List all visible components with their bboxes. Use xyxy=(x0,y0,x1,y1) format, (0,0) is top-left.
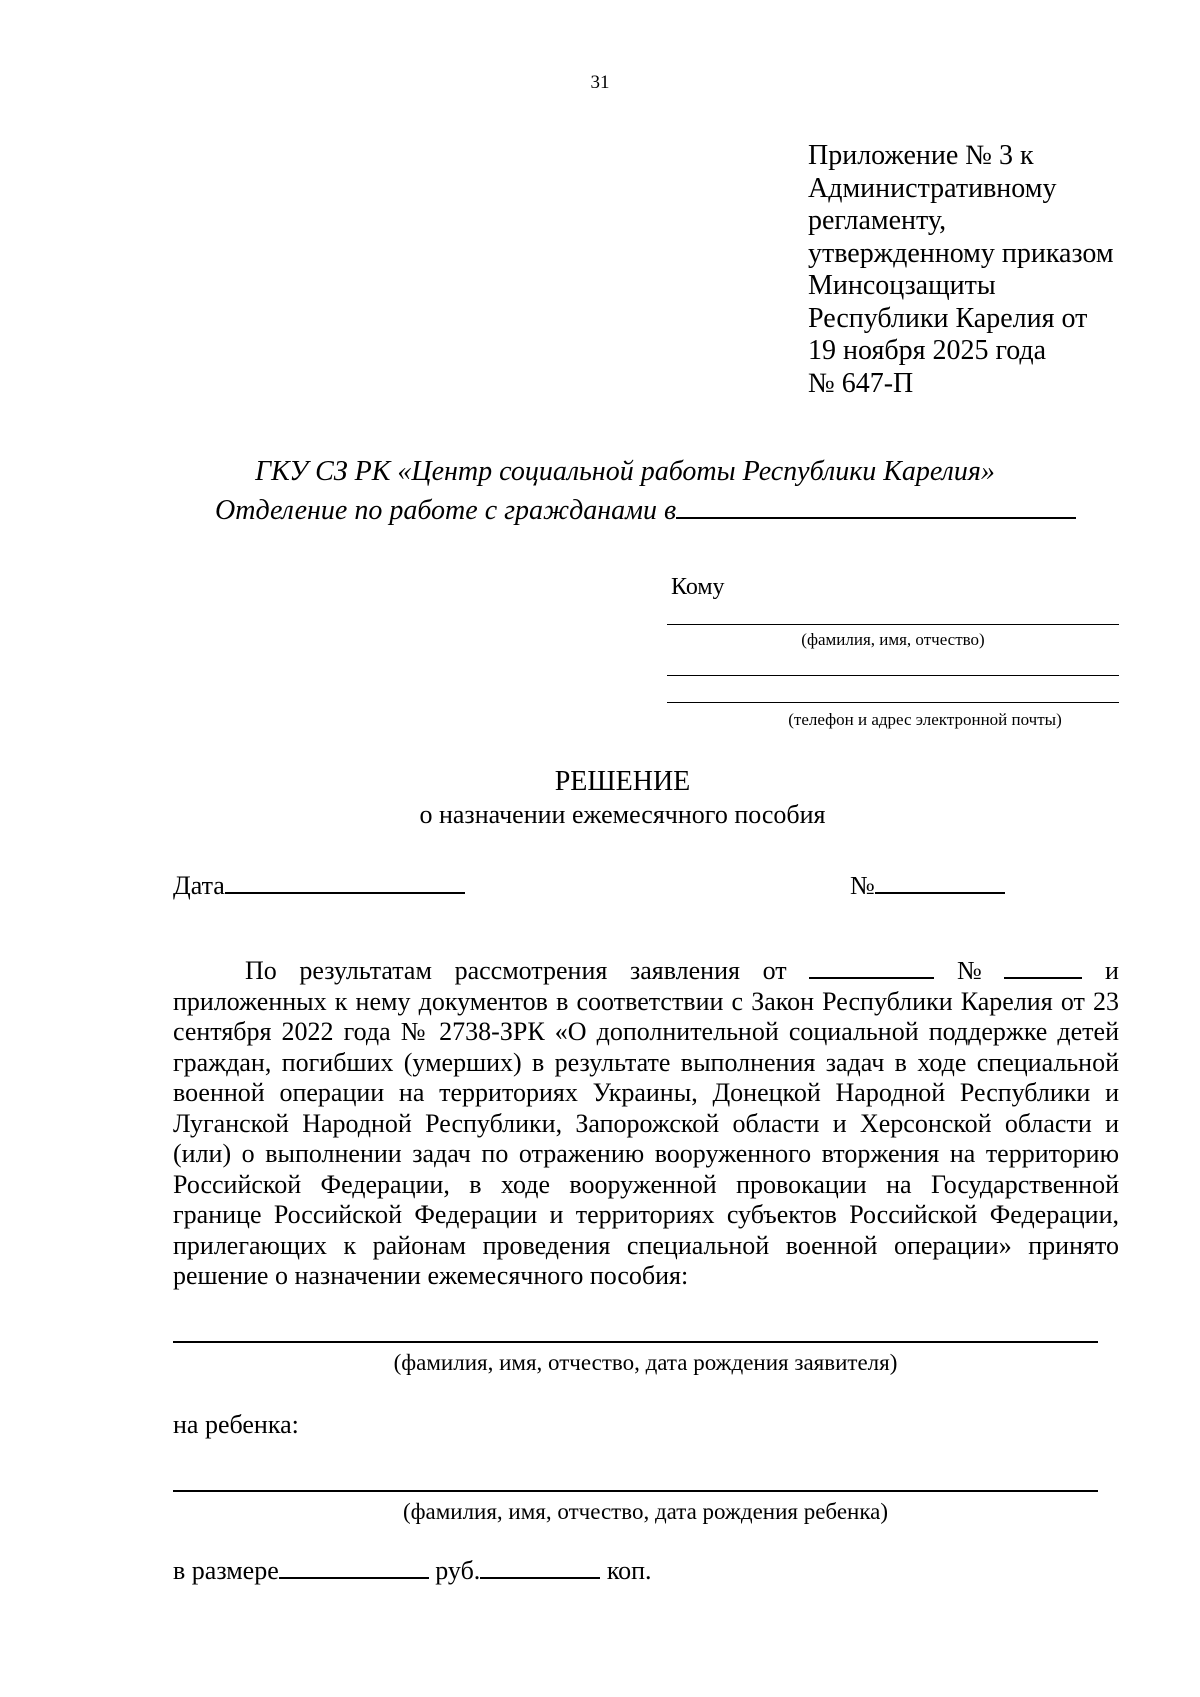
recipient-label: Кому xyxy=(671,574,725,600)
application-number-blank[interactable] xyxy=(1004,955,1082,979)
number-label: № xyxy=(850,871,875,900)
body-word: от xyxy=(762,956,787,985)
appendix-line: Минсоцзащиты xyxy=(808,270,996,301)
child-label: на ребенка: xyxy=(173,1410,299,1439)
rub-label: руб. xyxy=(435,1556,481,1585)
appendix-line: утвержденному приказом xyxy=(808,237,1114,269)
decision-body xyxy=(173,955,1119,1292)
page-number: 31 xyxy=(590,72,610,93)
institution-name: ГКУ СЗ РК «Центр социальной работы Республики Карелия» xyxy=(255,456,995,487)
recipient-line[interactable] xyxy=(667,675,1119,676)
appendix-line: регламенту, xyxy=(808,205,947,236)
amount-line xyxy=(173,1555,652,1586)
applicant-line[interactable] xyxy=(173,1341,1098,1343)
date-blank-field[interactable] xyxy=(225,870,465,894)
recipient-contact-caption: (телефон и адрес электронной почты) xyxy=(788,710,1062,729)
child-caption: (фамилия, имя, отчество, дата рождения ребенка) xyxy=(402,1499,889,1524)
appendix-line: № 647-П xyxy=(808,367,914,399)
number-blank-field[interactable] xyxy=(875,870,1005,894)
body-word: № xyxy=(956,956,982,985)
body-text: приложенных к нему документов в соответствии с Закон Республики Карелия от 23 сентября 2022 года № 2738-ЗРК «О дополнительной социальной поддержке детей граждан, погибших (умерших) в результате выполнения задач в ходе специальной военной операции на территориях Украины, Донецкой Народной Республики и Луганской Народной Республики, Запорожской области и Херсонской области и (или) о выполнении задач по отражению вооруженного вторжения на территорию Российской Федерации, в ходе вооруженной провокации на Государственной границе Российской Федерации и территориях субъектов Российской Федерации, прилегающих к районам проведения специальной военной операции» принято решение о назначении ежемесячного пособия: xyxy=(173,986,1119,1290)
appendix-line: Приложение № 3 к xyxy=(808,140,1034,171)
department-label: Отделение по работе с гражданами в xyxy=(215,495,677,526)
amount-rub-blank[interactable] xyxy=(279,1555,429,1579)
body-word: рассмотрения xyxy=(454,956,608,985)
number-line xyxy=(850,870,1005,901)
decision-title: РЕШЕНИЕ xyxy=(554,766,691,797)
recipient-contact-line[interactable] xyxy=(667,702,1119,703)
appendix-line: Административному xyxy=(808,172,1057,204)
decision-subtitle: о назначении ежемесячного пособия xyxy=(419,800,826,829)
date-line xyxy=(173,870,465,901)
amount-label: в размере xyxy=(173,1556,279,1585)
date-label: Дата xyxy=(173,871,225,900)
kop-label: коп. xyxy=(606,1556,652,1585)
appendix-line: Республики Карелия от xyxy=(808,302,1088,334)
body-word: результатам xyxy=(299,956,432,985)
department-blank-field[interactable] xyxy=(676,491,1076,519)
body-word: заявления xyxy=(629,956,740,985)
recipient-name-line[interactable] xyxy=(667,624,1119,625)
body-first-line xyxy=(173,955,1119,987)
body-word: По xyxy=(245,956,277,985)
applicant-caption: (фамилия, имя, отчество, дата рождения заявителя) xyxy=(393,1350,898,1375)
department-line xyxy=(215,491,1076,527)
application-date-blank[interactable] xyxy=(809,955,934,979)
appendix-reference xyxy=(808,140,1178,400)
appendix-line: 19 ноября 2025 года xyxy=(808,335,1047,366)
amount-kop-blank[interactable] xyxy=(480,1555,600,1579)
recipient-name-caption: (фамилия, имя, отчество) xyxy=(801,630,985,649)
child-line[interactable] xyxy=(173,1490,1098,1492)
body-word: и xyxy=(1105,956,1119,985)
